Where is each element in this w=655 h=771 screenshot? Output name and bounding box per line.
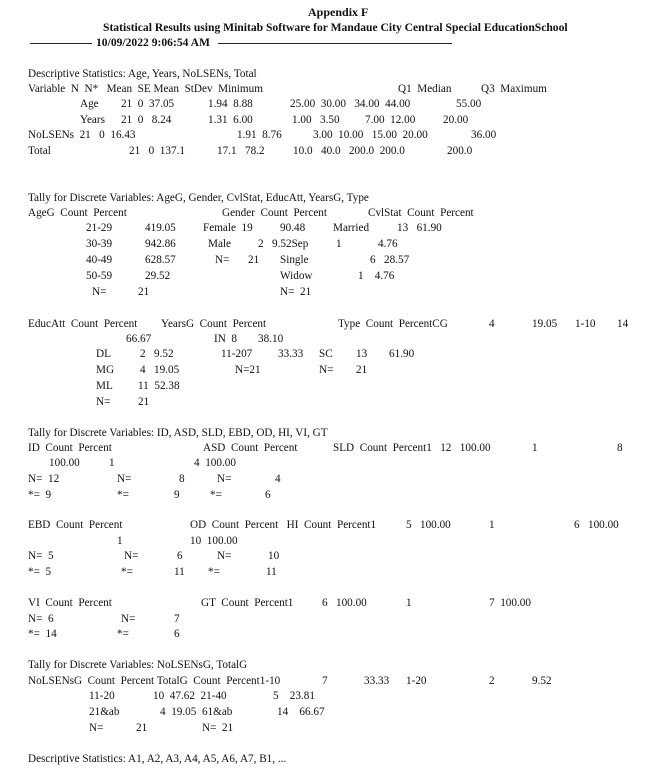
educ-mg-value: 4 19.05 (140, 364, 180, 376)
nolsensg-group-values: 10 47.62 21-40 (153, 690, 227, 702)
tally-years-header: YearsG Count Percent (161, 318, 267, 330)
totalg-values: 14 66.67 (277, 706, 325, 718)
age-group-value: 942.86 (145, 238, 176, 250)
od-row: 10 100.00 (190, 535, 238, 547)
civil-married-label: Married (333, 222, 370, 234)
years-n: N=21 (235, 364, 261, 376)
type-sc-percent: 61.90 (389, 348, 415, 360)
asd-n-label: N= (117, 473, 132, 485)
nolsensg-cell: 9.52 (532, 675, 552, 687)
totalg-n: N= 21 (202, 722, 234, 734)
stats-nolsens-max: 36.00 (471, 129, 497, 141)
hi-missing-label: *= (208, 566, 220, 578)
header-rule-right (218, 43, 452, 44)
nolsensg-cell: 1-20 (406, 675, 427, 687)
id-n: N= 12 (28, 473, 60, 485)
tally-civil-status-header: CvlStat Count Percent (368, 207, 474, 219)
stats-age-quartiles: 25.00 30.00 34.00 44.00 (290, 98, 411, 110)
educ-dl-label: DL (96, 348, 111, 360)
stats-years-se-sd: 1.31 6.00 (208, 114, 253, 126)
hi-n-value: 10 (268, 550, 280, 562)
stats-age-n-mean: 21 0 37.05 (121, 98, 175, 110)
type-sc-count: 13 (356, 348, 368, 360)
nolsensg-n-label: N= (89, 722, 104, 734)
od-missing-label: *= (121, 566, 133, 578)
stats-total-label: Total (28, 145, 51, 157)
asd-missing-value: 9 (174, 489, 180, 501)
nolsensg-group-label: 21&ab (89, 706, 120, 718)
id-percent: 100.00 (49, 457, 80, 469)
type-n-label: N= (319, 364, 334, 376)
document-title: Statistical Results using Minitab Software for Mandaue City Central Special EducationSchool (103, 21, 568, 34)
stats-age-se-sd: 1.94 8.88 (208, 98, 253, 110)
descriptive-stats-heading: Descriptive Statistics: Age, Years, NoLSENs, Total (28, 68, 257, 80)
tally-age-header: AgeG Count Percent (28, 207, 127, 219)
gender-female: Female 19 (203, 222, 253, 234)
educ-n-label: N= (96, 396, 111, 408)
totalg-values: 5 23.81 (273, 690, 315, 702)
type-cell: 1-10 (575, 318, 596, 330)
years-group-percent: 33.33 (278, 348, 304, 360)
sld-missing-value: 6 (265, 489, 271, 501)
tally-nolsensg-heading: Tally for Discrete Variables: NoLSENsG, TotalG (28, 659, 248, 671)
sld-cell: 1 (532, 442, 538, 454)
ebd-star-count: 1 (117, 535, 123, 547)
stats-total-max: 200.0 (447, 145, 473, 157)
type-cell: 4 (489, 318, 495, 330)
years-group-label: 11-207 (221, 348, 253, 360)
gender-n-value: 21 (248, 254, 260, 266)
stats-header-q1-median: Q1 Median (398, 83, 452, 95)
type-cell: 14 (617, 318, 629, 330)
educ-mg-label: MG (96, 364, 115, 376)
sld-n-value: 4 (275, 473, 281, 485)
hi-cell: 1 (489, 519, 495, 531)
civil-widow-label: Widow (280, 270, 313, 282)
civil-single-label: Single (280, 254, 309, 266)
od-n-label: N= (124, 550, 139, 562)
nolsensg-cell: 7 (322, 675, 328, 687)
gender-male-value: 2 9.52Sep (258, 238, 309, 250)
tally-ebd-header: EBD Count Percent (28, 519, 123, 531)
nolsensg-group-label: 11-20 (89, 690, 115, 702)
header-rule-left (30, 43, 92, 44)
gt-cell: 7 100.00 (489, 597, 531, 609)
hi-n-label: N= (217, 550, 232, 562)
type-sc-label: SC (319, 348, 333, 360)
sld-missing-label: *= (210, 489, 222, 501)
id-missing: *= 9 (28, 489, 52, 501)
stats-age-label: Age (80, 98, 99, 110)
stats-total-n-mean: 21 0 137.1 (129, 145, 185, 157)
od-n-value: 6 (177, 550, 183, 562)
gender-n-label: N= (215, 254, 230, 266)
hi-cell: 5 100.00 (406, 519, 451, 531)
type-cell: 19.05 (532, 318, 558, 330)
report-datetime: 10/09/2022 9:06:54 AM (96, 36, 210, 49)
stats-nolsens-quartiles: 3.00 10.00 15.00 20.00 (313, 129, 428, 141)
tally-disability-heading: Tally for Discrete Variables: ID, ASD, SLD, EBD, OD, HI, VI, GT (28, 427, 328, 439)
years-in-percent: 38.10 (258, 333, 284, 345)
sld-n-label: N= (217, 473, 232, 485)
gt-cell: 1 (406, 597, 412, 609)
age-group-label: 50-59 (86, 270, 113, 282)
stats-total-se-sd: 17.1 78.2 (217, 145, 265, 157)
civil-single-value: 6 28.57 (370, 254, 410, 266)
vi-missing: *= 14 (28, 628, 57, 640)
nolsensg-cell: 33.33 (364, 675, 390, 687)
nolsensg-cell: 2 (489, 675, 495, 687)
type-n-value: 21 (356, 364, 368, 376)
tally-nolsensg-header: NoLSENsG Count Percent TotalG Count Percent1-10 (28, 675, 281, 687)
gt-missing-label: *= (117, 628, 129, 640)
stats-years-min-q1: 1.00 3.50 (292, 114, 340, 126)
age-group-value: 29.52 (145, 270, 171, 282)
gt-missing-value: 6 (174, 628, 180, 640)
od-missing-value: 11 (174, 566, 185, 578)
stats-years-max: 20.00 (443, 114, 469, 126)
age-group-label: 40-49 (86, 254, 113, 266)
asd-row: 4 100.00 (194, 457, 236, 469)
educ-dl-value: 2 9.52 (140, 348, 174, 360)
ebd-missing: *= 5 (28, 566, 52, 578)
civil-married-value: 13 61.90 (397, 222, 442, 234)
tally-type-header: Type Count PercentCG (338, 318, 448, 330)
civil-widow-value: 1 4.76 (358, 270, 395, 282)
stats-age-max: 55.00 (456, 98, 482, 110)
stats-header-q3-max: Q3 Maximum (481, 83, 547, 95)
appendix-label: Appendix F (308, 5, 369, 19)
tally-asd-header: ASD Count Percent (203, 442, 298, 454)
tally-id-header: ID Count Percent (28, 442, 112, 454)
nolsensg-group-values: 4 19.05 61&ab (160, 706, 233, 718)
tally-gender-header: Gender Count Percent (222, 207, 328, 219)
nolsensg-n-value: 21 (136, 722, 148, 734)
tally-sld-header: SLD Count Percent1 12 100.00 (333, 442, 491, 454)
educ-n-value: 21 (138, 396, 150, 408)
civil-n: N= 21 (280, 286, 312, 298)
age-group-value: 628.57 (145, 254, 176, 266)
vi-n: N= 6 (28, 613, 54, 625)
hi-missing-value: 11 (266, 566, 277, 578)
gender-male: Male (208, 238, 231, 250)
age-group-label: 30-39 (86, 238, 113, 250)
stats-nolsens-row: NoLSENs 21 0 16.43 (28, 129, 136, 141)
gt-cell: 6 100.00 (322, 597, 367, 609)
years-in-count: IN 8 (214, 333, 237, 345)
tally-od-hi-header: OD Count Percent HI Count Percent1 (190, 519, 377, 531)
tally-demographics-heading: Tally for Discrete Variables: AgeG, Gender, CvlStat, EducAtt, YearsG, Type (28, 192, 369, 204)
asd-missing-label: *= (117, 489, 129, 501)
sld-cell: 8 (617, 442, 623, 454)
tally-vi-header: VI Count Percent (28, 597, 112, 609)
hi-cell: 6 100.00 (574, 519, 619, 531)
stats-header-row: Variable N N* Mean SE Mean StDev Minimum (28, 83, 263, 95)
id-star-count: 1 (109, 457, 115, 469)
age-group-label: 21-29 (86, 222, 113, 234)
stats-years-n-mean: 21 0 8.24 (121, 114, 172, 126)
age-n-value: 21 (138, 286, 150, 298)
descriptive-stats-items-heading: Descriptive Statistics: A1, A2, A3, A4, A5, A6, A7, B1, ... (28, 753, 287, 765)
age-n-label: N= (92, 286, 107, 298)
ebd-n: N= 5 (28, 550, 54, 562)
civil-sep-percent: 4.76 (378, 238, 398, 250)
gt-n-value: 7 (174, 613, 180, 625)
educ-ml-label: ML (96, 380, 113, 392)
tally-educ-header: EducAtt Count Percent (28, 318, 138, 330)
educ-cell: 66.67 (126, 333, 152, 345)
stats-total-quartiles: 10.0 40.0 200.0 200.0 (293, 145, 405, 157)
civil-sep-count: 1 (336, 238, 342, 250)
asd-n-value: 8 (179, 473, 185, 485)
gender-female-percent: 90.48 (280, 222, 306, 234)
stats-years-label: Years (80, 114, 105, 126)
stats-nolsens-se-sd: 1.91 8.76 (237, 129, 282, 141)
age-group-value: 419.05 (145, 222, 176, 234)
gt-n-label: N= (121, 613, 136, 625)
stats-years-median-q3: 7.00 12.00 (365, 114, 416, 126)
educ-ml-value: 11 52.38 (138, 380, 180, 392)
tally-gt-header: GT Count Percent1 (201, 597, 294, 609)
